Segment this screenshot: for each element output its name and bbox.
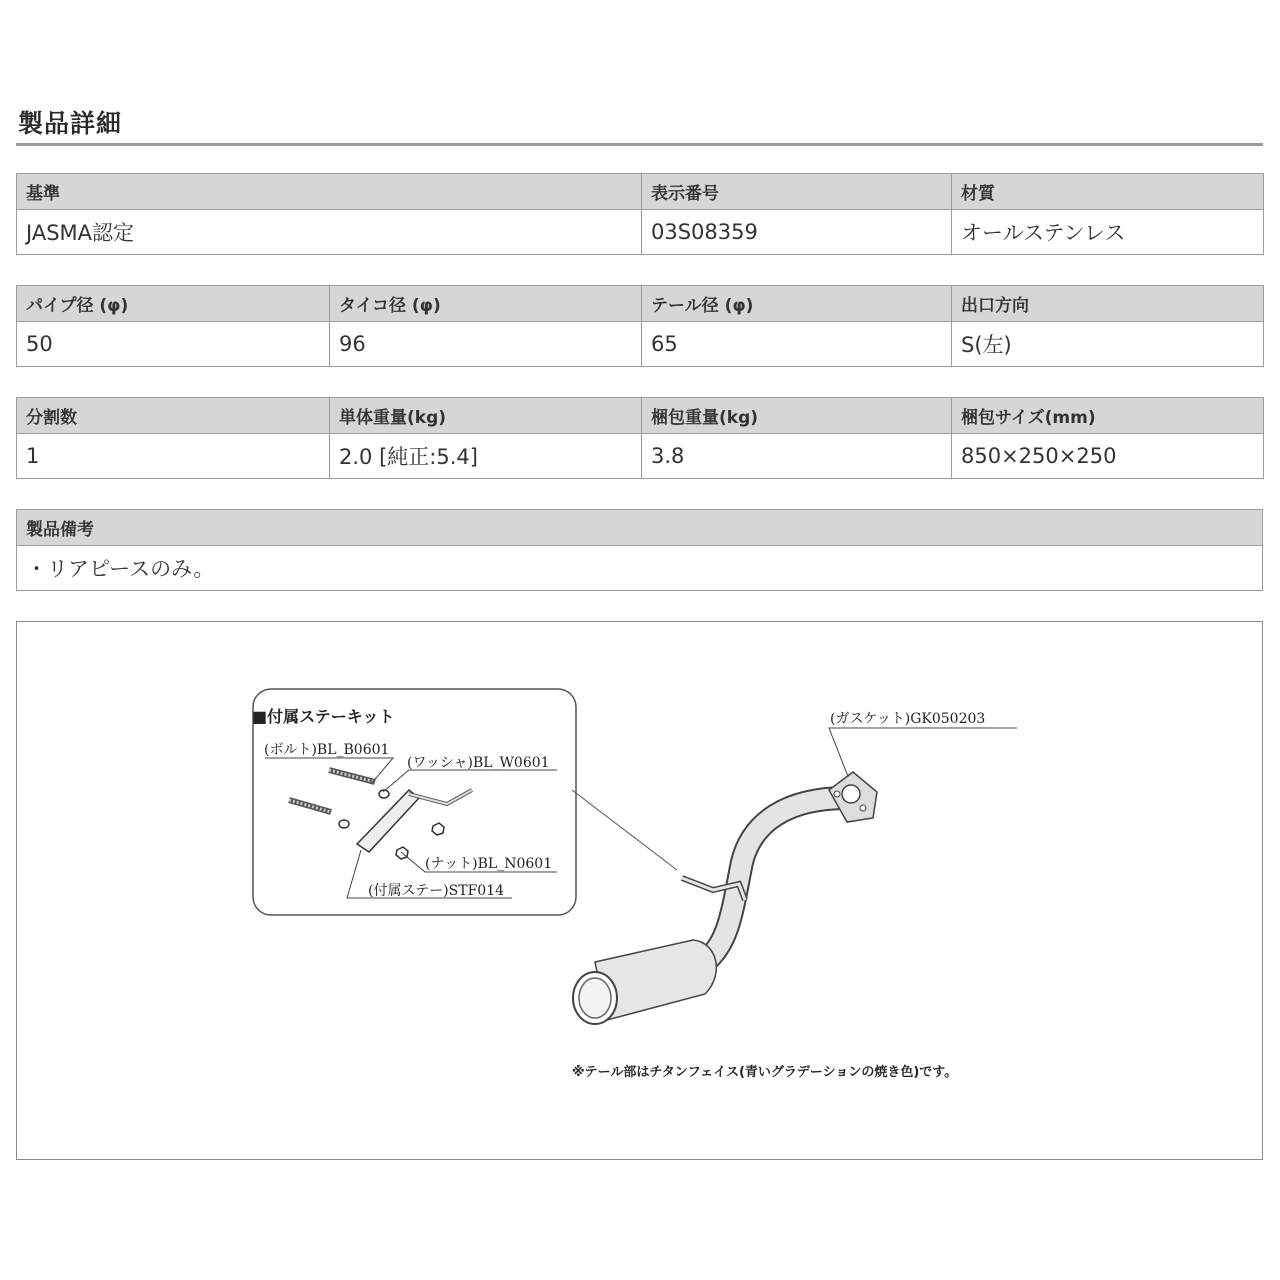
nut-label: (ナット)BL_N0601: [425, 856, 553, 872]
washer-leader: [383, 770, 557, 792]
value-silencer-diameter: 96: [330, 322, 642, 367]
spec-table-diameters: [16, 285, 1264, 367]
kit-leader-line: [572, 790, 677, 870]
diagram-note: ※テール部はチタンフェイス(青いグラデーションの焼き色)です。: [572, 1065, 958, 1080]
title-divider: [16, 143, 1263, 146]
value-pipe-diameter: 50: [17, 322, 330, 367]
spec-table-standard: [16, 173, 1264, 255]
header-material: 材質: [952, 174, 1264, 210]
header-remarks: 製品備考: [17, 510, 1263, 546]
header-package-weight: 梱包重量(kg): [642, 398, 952, 434]
value-package-size: 850×250×250: [952, 434, 1264, 479]
value-pieces: 1: [17, 434, 330, 479]
header-tail-diameter: テール径 (φ): [642, 286, 952, 322]
bolt-icon: [289, 770, 375, 812]
header-silencer-diameter: タイコ径 (φ): [330, 286, 642, 322]
washer-label: (ワッシャ)BL_W0601: [407, 755, 550, 771]
bolt-label: (ボルト)BL_B0601: [264, 742, 390, 758]
value-display-number: 03S08359: [642, 210, 952, 255]
header-pipe-diameter: パイプ径 (φ): [17, 286, 330, 322]
value-unit-weight: 2.0 [純正:5.4]: [330, 434, 642, 479]
header-display-number: 表示番号: [642, 174, 952, 210]
header-package-size: 梱包サイズ(mm): [952, 398, 1264, 434]
value-package-weight: 3.8: [642, 434, 952, 479]
gasket-label: (ガスケット)GK050203: [830, 711, 986, 727]
exhaust-pipe-icon: [573, 772, 877, 1024]
spec-table-weights: [16, 397, 1264, 479]
value-standard: JASMA認定: [17, 210, 642, 255]
stay-bracket-icon: [357, 790, 472, 852]
header-unit-weight: 単体重量(kg): [330, 398, 642, 434]
kit-title: ■付属ステーキット: [252, 707, 395, 726]
value-material: オールステンレス: [952, 210, 1264, 255]
value-exit-direction: S(左): [952, 322, 1264, 367]
page-title: 製品詳細: [18, 109, 123, 138]
header-standard: 基準: [17, 174, 642, 210]
header-pieces: 分割数: [17, 398, 330, 434]
spec-table-remarks: [16, 509, 1263, 591]
value-tail-diameter: 65: [642, 322, 952, 367]
value-remarks: ・リアピースのみ。: [17, 546, 1263, 591]
header-exit-direction: 出口方向: [952, 286, 1264, 322]
stay-label: (付属ステー)STF014: [368, 883, 505, 899]
